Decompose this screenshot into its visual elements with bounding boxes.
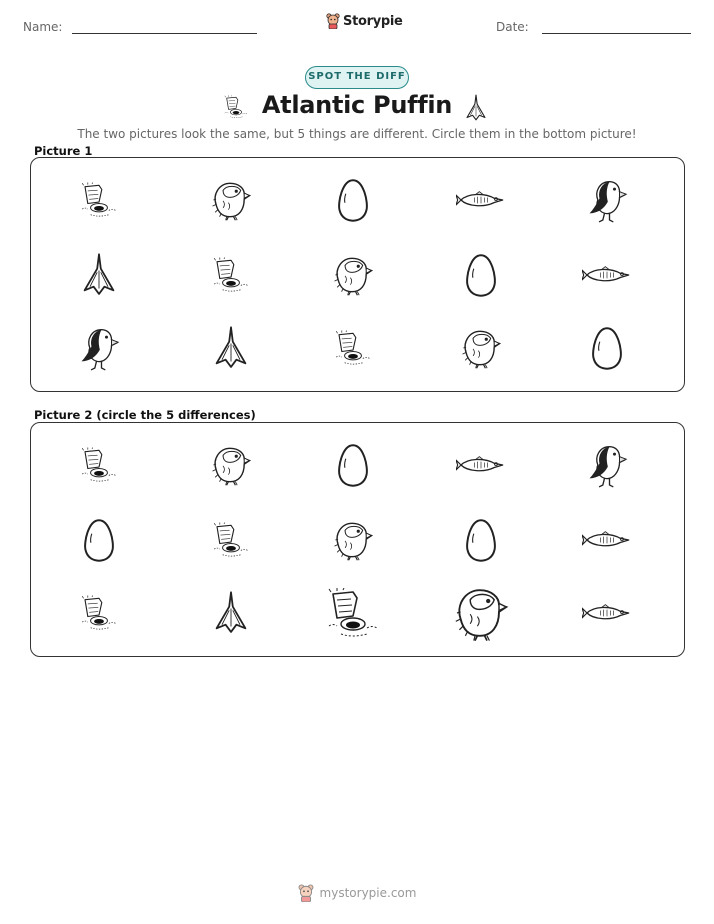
picture2-fish-icon[interactable] <box>582 530 632 550</box>
picture1-puffin-icon <box>585 175 629 225</box>
instructions: The two pictures look the same, but 5 things are different. Circle them in the bottom picture! <box>77 127 637 141</box>
picture2-egg-icon[interactable] <box>463 517 499 563</box>
picture2-panel[interactable] <box>30 422 685 657</box>
picture1-egg-icon <box>335 177 371 223</box>
picture1-puffin-icon <box>77 323 121 373</box>
picture2-burrow-icon[interactable] <box>78 595 120 631</box>
page-title: Atlantic Puffin <box>261 91 453 119</box>
name-line[interactable] <box>72 33 257 34</box>
picture1-label: Picture 1 <box>34 144 93 158</box>
date-line[interactable] <box>542 33 691 34</box>
picture2-burrow-icon[interactable] <box>78 447 120 483</box>
brand-name: Storypie <box>343 13 403 29</box>
picture1-chick-icon <box>209 176 253 224</box>
picture2-egg-icon[interactable] <box>335 442 371 488</box>
picture1-chick-icon <box>459 324 503 372</box>
spot-the-diff-badge: SPOT THE DIFF <box>305 66 409 89</box>
webbed-foot-icon <box>464 94 488 127</box>
picture1-egg-icon <box>589 325 625 371</box>
picture2-fish-icon[interactable] <box>582 603 632 623</box>
picture2-chick-icon[interactable] <box>209 441 253 489</box>
picture2-chick-icon[interactable] <box>331 516 375 564</box>
picture2-puffin-icon[interactable] <box>585 440 629 490</box>
footer-url: mystorypie.com <box>319 886 417 900</box>
brand-logo <box>326 13 403 29</box>
picture1-burrow-icon <box>332 330 374 366</box>
picture2-label: Picture 2 (circle the 5 differences) <box>34 408 256 422</box>
picture2-foot-icon[interactable] <box>213 590 249 636</box>
picture1-fish-icon <box>456 190 506 210</box>
picture1-chick-icon <box>331 251 375 299</box>
picture2-chick-large-icon[interactable] <box>451 580 511 646</box>
footer <box>0 884 714 902</box>
bear-mascot-icon <box>326 13 340 29</box>
picture1-fish-icon <box>582 265 632 285</box>
picture2-egg-icon[interactable] <box>81 517 117 563</box>
date-label: Date: <box>496 20 529 34</box>
picture2-fish-icon[interactable] <box>456 455 506 475</box>
bear-mascot-icon <box>298 884 314 902</box>
picture2-burrow-icon[interactable] <box>210 522 252 558</box>
picture1-egg-icon <box>463 252 499 298</box>
picture1-burrow-icon <box>210 257 252 293</box>
picture2-burrow-large-icon[interactable] <box>323 588 383 638</box>
picture1-panel <box>30 157 685 392</box>
name-label: Name: <box>23 20 63 34</box>
picture1-burrow-icon <box>78 182 120 218</box>
picture1-foot-icon <box>81 252 117 298</box>
picture1-foot-icon <box>213 325 249 371</box>
